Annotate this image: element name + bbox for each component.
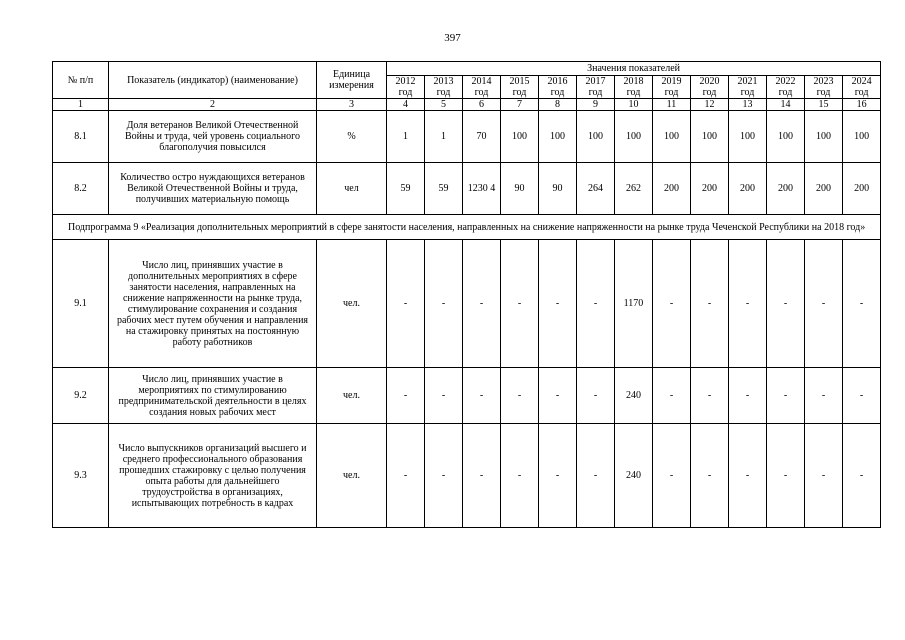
row-number: 9.2	[53, 368, 109, 424]
header-year-cell	[577, 76, 615, 99]
header-year-word: год	[740, 87, 755, 98]
row-indicator: Число выпускников организаций высшего и среднего профессионального образования прошедших стажировку с целью получения опыта работы для дальнейшего трудоустройства в организациях, испытывающих потребность в кадрах	[109, 424, 317, 528]
row-value: -	[577, 368, 615, 424]
row-value: -	[425, 240, 463, 368]
column-number: 11	[653, 99, 691, 111]
row-value: 200	[653, 163, 691, 215]
header-year-cell	[425, 76, 463, 99]
row-value: -	[843, 368, 881, 424]
header-values-title: Значения показателей	[387, 62, 881, 76]
column-number: 7	[501, 99, 539, 111]
subprogram-row	[53, 215, 881, 240]
header-year-word: год	[512, 87, 527, 98]
header-col-unit: Единица измерения	[317, 62, 387, 99]
column-number: 1	[53, 99, 109, 111]
row-value: -	[653, 424, 691, 528]
header-year: 2023	[813, 76, 834, 87]
header-year: 2014	[471, 76, 492, 87]
row-value: -	[387, 424, 425, 528]
header-year-cell	[463, 76, 501, 99]
header-year-cell	[767, 76, 805, 99]
header-year-cell	[653, 76, 691, 99]
row-value: 100	[577, 111, 615, 163]
column-number: 14	[767, 99, 805, 111]
row-value: 100	[767, 111, 805, 163]
row-value: -	[425, 424, 463, 528]
row-value: -	[577, 424, 615, 528]
row-value: 200	[767, 163, 805, 215]
row-value: 200	[691, 163, 729, 215]
row-value: 1	[425, 111, 463, 163]
row-value: -	[539, 424, 577, 528]
table-row	[53, 240, 881, 368]
column-number: 15	[805, 99, 843, 111]
column-number: 2	[109, 99, 317, 111]
row-value: 262	[615, 163, 653, 215]
header-year: 2016	[547, 76, 568, 87]
row-value: 100	[539, 111, 577, 163]
table-row	[53, 111, 881, 163]
row-value: 1170	[615, 240, 653, 368]
header-year-word: год	[816, 87, 831, 98]
row-indicator: Доля ветеранов Великой Отечественной Войны и труда, чей уровень социального благополучия повысился	[109, 111, 317, 163]
row-value: -	[729, 424, 767, 528]
row-value: 100	[691, 111, 729, 163]
indicators-table	[52, 61, 881, 528]
row-value: -	[653, 240, 691, 368]
header-year-word: год	[474, 87, 489, 98]
row-value: -	[767, 424, 805, 528]
subprogram-title: Подпрограмма 9 «Реализация дополнительных мероприятий в сфере занятости населения, направленных на снижение напряженности на рынке труда Чеченской Республики на 2018 год»	[53, 215, 881, 240]
header-year: 2022	[775, 76, 796, 87]
header-year-word: год	[702, 87, 717, 98]
header-year-word: год	[626, 87, 641, 98]
row-value: 59	[387, 163, 425, 215]
header-year: 2013	[433, 76, 454, 87]
column-number: 6	[463, 99, 501, 111]
row-value: -	[691, 424, 729, 528]
row-value: -	[805, 424, 843, 528]
header-year-cell	[691, 76, 729, 99]
header-year-word: год	[436, 87, 451, 98]
header-year-cell	[805, 76, 843, 99]
row-indicator: Количество остро нуждающихся ветеранов Великой Отечественной Войны и труда, получивших материальную помощь	[109, 163, 317, 215]
row-unit: чел.	[317, 368, 387, 424]
row-number: 9.1	[53, 240, 109, 368]
header-year: 2024	[851, 76, 872, 87]
row-value: -	[805, 240, 843, 368]
header-year-word: год	[778, 87, 793, 98]
header-year-word: год	[550, 87, 565, 98]
row-value: 70	[463, 111, 501, 163]
header-year-cell	[387, 76, 425, 99]
row-value: 100	[501, 111, 539, 163]
header-col-no: № п/п	[53, 62, 109, 99]
row-value: -	[805, 368, 843, 424]
row-value: -	[501, 240, 539, 368]
row-value: -	[539, 368, 577, 424]
header-year-word: год	[664, 87, 679, 98]
row-value: -	[653, 368, 691, 424]
header-year-cell	[539, 76, 577, 99]
row-value: 90	[501, 163, 539, 215]
header-year-word: год	[854, 87, 869, 98]
row-value: -	[577, 240, 615, 368]
row-unit: чел	[317, 163, 387, 215]
row-number: 8.1	[53, 111, 109, 163]
row-value: 100	[615, 111, 653, 163]
header-year-word: год	[398, 87, 413, 98]
row-unit: %	[317, 111, 387, 163]
table-row	[53, 424, 881, 528]
header-year: 2019	[661, 76, 682, 87]
table-row	[53, 368, 881, 424]
row-value: -	[843, 424, 881, 528]
row-value: -	[463, 424, 501, 528]
row-value: -	[729, 368, 767, 424]
row-value: 1	[387, 111, 425, 163]
row-value: -	[387, 368, 425, 424]
row-value: 59	[425, 163, 463, 215]
header-year-cell	[729, 76, 767, 99]
row-unit: чел.	[317, 424, 387, 528]
row-value: -	[463, 240, 501, 368]
header-year: 2021	[737, 76, 758, 87]
column-number: 4	[387, 99, 425, 111]
header-year-word: год	[588, 87, 603, 98]
row-value: 200	[729, 163, 767, 215]
column-number: 8	[539, 99, 577, 111]
header-year-cell	[615, 76, 653, 99]
row-value: 100	[843, 111, 881, 163]
row-value: -	[501, 368, 539, 424]
row-value: 100	[805, 111, 843, 163]
row-unit: чел.	[317, 240, 387, 368]
row-value: -	[539, 240, 577, 368]
row-value: -	[691, 240, 729, 368]
row-value: 200	[805, 163, 843, 215]
header-col-indicator: Показатель (индикатор) (наименование)	[109, 62, 317, 99]
row-indicator: Число лиц, принявших участие в мероприятиях по стимулированию предпринимательской деятельности в целях создания новых рабочих мест	[109, 368, 317, 424]
row-value: -	[501, 424, 539, 528]
page-number: 397	[444, 32, 461, 44]
row-value: 200	[843, 163, 881, 215]
row-value: -	[425, 368, 463, 424]
row-value: 100	[653, 111, 691, 163]
table-row	[53, 163, 881, 215]
column-number: 5	[425, 99, 463, 111]
row-value: -	[729, 240, 767, 368]
row-value: -	[767, 240, 805, 368]
row-value: -	[463, 368, 501, 424]
row-value: -	[843, 240, 881, 368]
row-value: 240	[615, 368, 653, 424]
column-number: 9	[577, 99, 615, 111]
row-number: 8.2	[53, 163, 109, 215]
column-number: 12	[691, 99, 729, 111]
row-value: -	[767, 368, 805, 424]
row-value: 100	[729, 111, 767, 163]
row-indicator: Число лиц, принявших участие в дополнительных мероприятиях в сфере занятости населения, направленных на снижение напряженности на рынке труда, стимулирование сохранения и создания рабочих мест путем обучения и направления на стажировку принятых на постоянную работу работников	[109, 240, 317, 368]
header-year-cell	[843, 76, 881, 99]
row-value: -	[387, 240, 425, 368]
row-value: 1230 4	[463, 163, 501, 215]
column-number: 10	[615, 99, 653, 111]
column-number: 13	[729, 99, 767, 111]
row-number: 9.3	[53, 424, 109, 528]
row-value: 90	[539, 163, 577, 215]
header-year: 2015	[509, 76, 530, 87]
header-year: 2012	[395, 76, 416, 87]
row-value: 264	[577, 163, 615, 215]
row-value: 240	[615, 424, 653, 528]
column-number: 16	[843, 99, 881, 111]
header-year: 2018	[623, 76, 644, 87]
header-year: 2017	[585, 76, 606, 87]
header-year-cell	[501, 76, 539, 99]
row-value: -	[691, 368, 729, 424]
header-year: 2020	[699, 76, 720, 87]
column-number: 3	[317, 99, 387, 111]
